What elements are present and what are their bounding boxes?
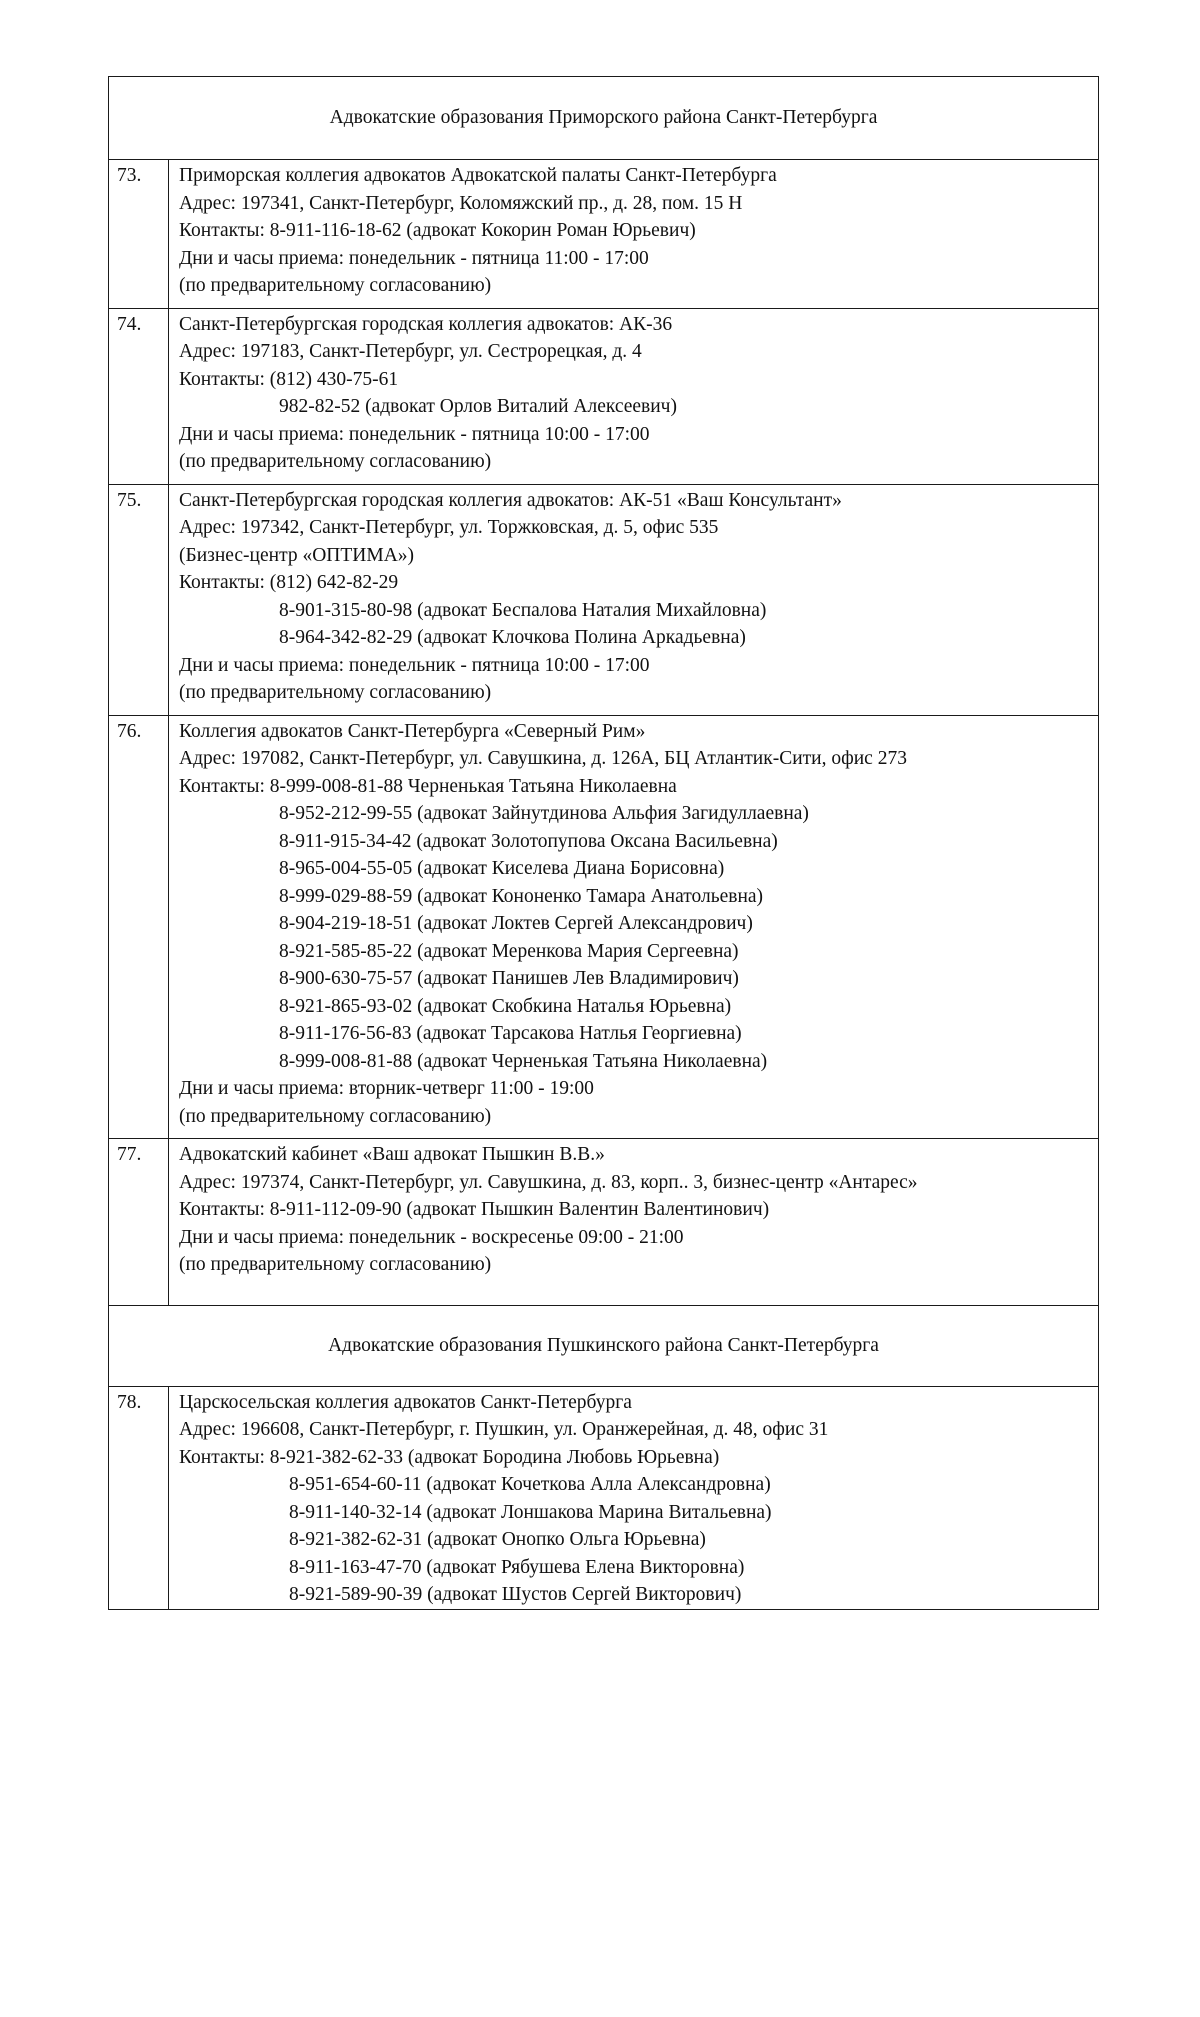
entry-number: 76. (109, 715, 169, 1139)
entry-row-74 (109, 308, 1099, 484)
entry-org-name: Адвокатский кабинет «Ваш адвокат Пышкин В.В.» (179, 1144, 605, 1165)
entry-contact-line: 8-999-029-88-59 (адвокат Кононенко Тамара Анатольевна) (279, 885, 764, 907)
entry-address: Адрес: 197183, Санкт-Петербург, ул. Сестрорецкая, д. 4 (179, 341, 642, 362)
entry-details (169, 1386, 1099, 1609)
entry-contact-line: 8-901-315-80-98 (адвокат Беспалова Наталия Михайловна) (279, 599, 767, 621)
entry-details (169, 160, 1099, 309)
entry-contacts: Контакты: 8-911-116-18-62 (адвокат Кокорин Роман Юрьевич) (179, 220, 696, 241)
entry-contacts: Контакты: (812) 430-75-61 (179, 368, 399, 390)
entry-row-77 (109, 1139, 1099, 1306)
entry-org-name: Царскосельская коллегия адвокатов Санкт-Петербурга (179, 1391, 632, 1413)
entry-org-name: Коллегия адвокатов Санкт-Петербурга «Северный Рим» (179, 720, 646, 742)
entry-note: (по предварительному согласованию) (179, 275, 492, 296)
entry-contact-line: 8-921-589-90-39 (адвокат Шустов Сергей Викторович) (289, 1584, 742, 1605)
entry-contact-line: 8-904-219-18-51 (адвокат Локтев Сергей Александрович) (279, 913, 753, 934)
entry-number: 73. (109, 160, 169, 309)
entry-details (169, 715, 1099, 1139)
entry-hours: Дни и часы приема: понедельник - пятница 10:00 - 17:00 (179, 654, 650, 676)
entry-number: 74. (109, 308, 169, 484)
entry-address: Адрес: 197374, Санкт-Петербург, ул. Савушкина, д. 83, корп.. 3, бизнес-центр «Антарес» (179, 1171, 918, 1193)
entry-address: Адрес: 196608, Санкт-Петербург, г. Пушкин, ул. Оранжерейная, д. 48, офис 31 (179, 1419, 829, 1440)
entry-contact-line: 8-921-585-85-22 (адвокат Меренкова Мария Сергеевна) (279, 940, 739, 962)
entry-details (169, 484, 1099, 715)
entry-hours: Дни и часы приема: понедельник - пятница 10:00 - 17:00 (179, 423, 650, 445)
lawyers-directory-table (108, 76, 1099, 1610)
entry-contact-line: 8-921-382-62-31 (адвокат Онопко Ольга Юрьевна) (289, 1529, 706, 1550)
entry-contacts: Контакты: 8-911-112-09-90 (адвокат Пышкин Валентин Валентинович) (179, 1199, 770, 1220)
entry-contact-line: 8-964-342-82-29 (адвокат Клочкова Полина Аркадьевна) (279, 627, 746, 648)
entry-hours: Дни и часы приема: вторник-четверг 11:00 - 19:00 (179, 1078, 594, 1099)
entry-contact-line: 8-911-176-56-83 (адвокат Тарсакова Натлья Георгиевна) (279, 1023, 742, 1044)
entry-note: (по предварительному согласованию) (179, 1105, 492, 1127)
entry-contacts: Контакты: 8-921-382-62-33 (адвокат Бородина Любовь Юрьевна) (179, 1446, 720, 1468)
entry-note: (по предварительному согласованию) (179, 1254, 492, 1275)
entry-row-73 (109, 160, 1099, 309)
section-title: Адвокатские образования Пушкинского района Санкт-Петербурга (109, 1305, 1099, 1386)
entry-row-75 (109, 484, 1099, 715)
entry-contact-line: 8-965-004-55-05 (адвокат Киселева Диана Борисовна) (279, 858, 725, 879)
entry-contact-line: 8-911-915-34-42 (адвокат Золотопупова Оксана Васильевна) (279, 830, 778, 852)
entry-contact-line: 8-900-630-75-57 (адвокат Панишев Лев Владимирович) (279, 968, 739, 989)
entry-org-name: Приморская коллегия адвокатов Адвокатской палаты Санкт-Петербурга (179, 165, 777, 186)
entry-address: Адрес: 197342, Санкт-Петербург, ул. Торжковская, д. 5, офис 535 (179, 517, 719, 538)
entry-contact-line: 8-921-865-93-02 (адвокат Скобкина Наталья Юрьевна) (279, 995, 732, 1017)
entry-row-76 (109, 715, 1099, 1139)
section-title: Адвокатские образования Приморского района Санкт-Петербурга (109, 77, 1099, 160)
entry-address: Адрес: 197082, Санкт-Петербург, ул. Савушкина, д. 126А, БЦ Атлантик-Сити, офис 273 (179, 748, 907, 769)
entry-org-name: Санкт-Петербургская городская коллегия адвокатов: АК-36 (179, 313, 673, 335)
entry-address-extra: (Бизнес-центр «ОПТИМА») (179, 544, 415, 566)
entry-note: (по предварительному согласованию) (179, 682, 492, 703)
entry-number: 78. (109, 1386, 169, 1609)
entry-details (169, 1139, 1099, 1306)
section-header-row (109, 1305, 1099, 1386)
entry-org-name: Санкт-Петербургская городская коллегия адвокатов: АК-51 «Ваш Консультант» (179, 489, 842, 511)
entry-contact-line: 982-82-52 (адвокат Орлов Виталий Алексеевич) (279, 396, 677, 417)
entry-contact-line: 8-911-140-32-14 (адвокат Лоншакова Марина Витальевна) (289, 1501, 772, 1523)
entry-hours: Дни и часы приема: понедельник - пятница 11:00 - 17:00 (179, 247, 649, 269)
entry-details (169, 308, 1099, 484)
entry-note: (по предварительному согласованию) (179, 451, 492, 472)
section-header-row (109, 77, 1099, 160)
entry-number: 77. (109, 1139, 169, 1306)
entry-contact-line: 8-952-212-99-55 (адвокат Зайнутдинова Альфия Загидуллаевна) (279, 803, 809, 824)
entry-hours: Дни и часы приема: понедельник - воскресенье 09:00 - 21:00 (179, 1226, 684, 1248)
entry-contacts: Контакты: (812) 642-82-29 (179, 572, 399, 593)
entry-row-78 (109, 1386, 1099, 1609)
entry-contact-line: 8-999-008-81-88 (адвокат Черненькая Татьяна Николаевна) (279, 1050, 768, 1072)
entry-contacts: Контакты: 8-999-008-81-88 Черненькая Татьяна Николаевна (179, 775, 677, 797)
entry-contact-line: 8-951-654-60-11 (адвокат Кочеткова Алла Александровна) (289, 1474, 771, 1495)
entry-number: 75. (109, 484, 169, 715)
entry-contact-line: 8-911-163-47-70 (адвокат Рябушева Елена Викторовна) (289, 1556, 745, 1578)
entry-address: Адрес: 197341, Санкт-Петербург, Коломяжский пр., д. 28, пом. 15 Н (179, 192, 743, 214)
